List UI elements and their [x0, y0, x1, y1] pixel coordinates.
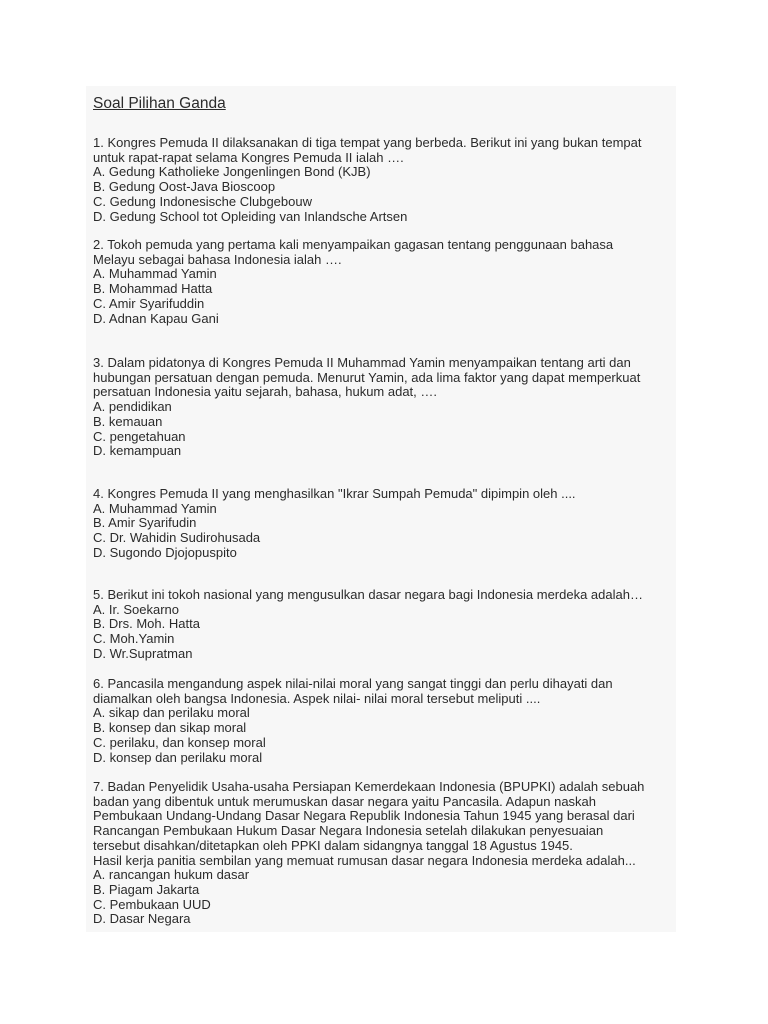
option-b: B. Mohammad Hatta	[93, 281, 213, 297]
question-text-line: Pembukaan Undang-Undang Dasar Negara Republik Indonesia Tahun 1945 yang berasal dari	[93, 808, 635, 824]
question-text-line: Melayu sebagai bahasa Indonesia ialah ….	[93, 251, 342, 267]
question-text-line: badan yang dibentuk untuk merumuskan dasar negara yaitu Pancasila. Adapun naskah	[93, 793, 597, 809]
question-text-line: hubungan persatuan dengan pemuda. Menurut Yamin, ada lima faktor yang dapat memperkuat	[93, 369, 641, 385]
question-text-line: 7. Badan Penyelidik Usaha-usaha Persiapan Kemerdekaan Indonesia (BPUPKI) adalah sebuah	[93, 779, 645, 794]
option-d: D. Gedung School tot Opleiding van Inlandsche Artsen	[93, 208, 408, 224]
option-a: A. Ir. Soekarno	[93, 601, 179, 617]
question-1	[93, 136, 673, 224]
option-d: D. Adnan Kapau Gani	[93, 310, 219, 326]
question-text-line: 3. Dalam pidatonya di Kongres Pemuda II Muhammad Yamin menyampaikan tentang arti dan	[93, 355, 631, 370]
option-c: C. Moh.Yamin	[93, 631, 175, 647]
option-a: A. Gedung Katholieke Jongenlingen Bond (KJB)	[93, 164, 371, 180]
question-text-line: tersebut disahkan/ditetapkan oleh PPKI dalam sidangnya tanggal 18 Agustus 1945.	[93, 837, 573, 853]
option-d: D. Sugondo Djojopuspito	[93, 544, 237, 560]
question-4	[93, 487, 673, 561]
option-a: A. Muhammad Yamin	[93, 500, 217, 516]
question-text-line: 1. Kongres Pemuda II dilaksanakan di tiga tempat yang berbeda. Berikut ini yang bukan tempat	[93, 135, 642, 150]
question-text-line: Rancangan Pembukaan Hukum Dasar Negara Indonesia setelah dilakukan penyesuaian	[93, 823, 604, 839]
question-2	[93, 238, 673, 326]
option-d: D. Dasar Negara	[93, 911, 191, 927]
option-c: C. pengetahuan	[93, 428, 186, 444]
option-b: B. kemauan	[93, 413, 163, 429]
option-a: A. sikap dan perilaku moral	[93, 705, 250, 721]
option-d: D. kemampuan	[93, 443, 182, 459]
question-3	[93, 356, 673, 459]
option-c: C. Dr. Wahidin Sudirohusada	[93, 530, 261, 546]
question-5	[93, 588, 673, 662]
option-a: A. pendidikan	[93, 399, 172, 415]
option-c: C. Pembukaan UUD	[93, 896, 211, 912]
question-text-line: Hasil kerja panitia sembilan yang memuat rumusan dasar negara Indonesia merdeka adalah...	[93, 852, 636, 868]
question-text-line: 4. Kongres Pemuda II yang menghasilkan "Ikrar Sumpah Pemuda" dipimpin oleh ....	[93, 486, 576, 501]
question-text-line: 5. Berikut ini tokoh nasional yang mengusulkan dasar negara bagi Indonesia merdeka adalah…	[93, 587, 643, 602]
question-6	[93, 677, 673, 765]
option-c: C. Gedung Indonesische Clubgebouw	[93, 193, 312, 209]
question-text-line: 2. Tokoh pemuda yang pertama kali menyampaikan gagasan tentang penggunaan bahasa	[93, 237, 614, 252]
question-text-line: untuk rapat-rapat selama Kongres Pemuda II ialah ….	[93, 149, 404, 165]
option-b: B. Gedung Oost-Java Bioscoop	[93, 179, 276, 195]
question-text-line: persatuan Indonesia yaitu sejarah, bahasa, hukum adat, ….	[93, 384, 437, 400]
option-a: A. Muhammad Yamin	[93, 266, 217, 282]
question-text-line: 6. Pancasila mengandung aspek nilai-nilai moral yang sangat tinggi dan perlu dihayati dan	[93, 676, 613, 691]
option-d: D. konsep dan perilaku moral	[93, 749, 263, 765]
option-d: D. Wr.Supratman	[93, 645, 193, 661]
question-text-line: diamalkan oleh bangsa Indonesia. Aspek nilai- nilai moral tersebut meliputi ....	[93, 690, 541, 706]
option-b: B. konsep dan sikap moral	[93, 720, 247, 736]
option-b: B. Drs. Moh. Hatta	[93, 616, 200, 632]
option-b: B. Piagam Jakarta	[93, 881, 200, 897]
option-b: B. Amir Syarifudin	[93, 515, 197, 531]
page-title: Soal Pilihan Ganda	[93, 95, 226, 112]
option-c: C. Amir Syarifuddin	[93, 295, 205, 311]
option-c: C. perilaku, dan konsep moral	[93, 734, 266, 750]
option-a: A. rancangan hukum dasar	[93, 867, 250, 883]
question-7	[93, 780, 673, 927]
